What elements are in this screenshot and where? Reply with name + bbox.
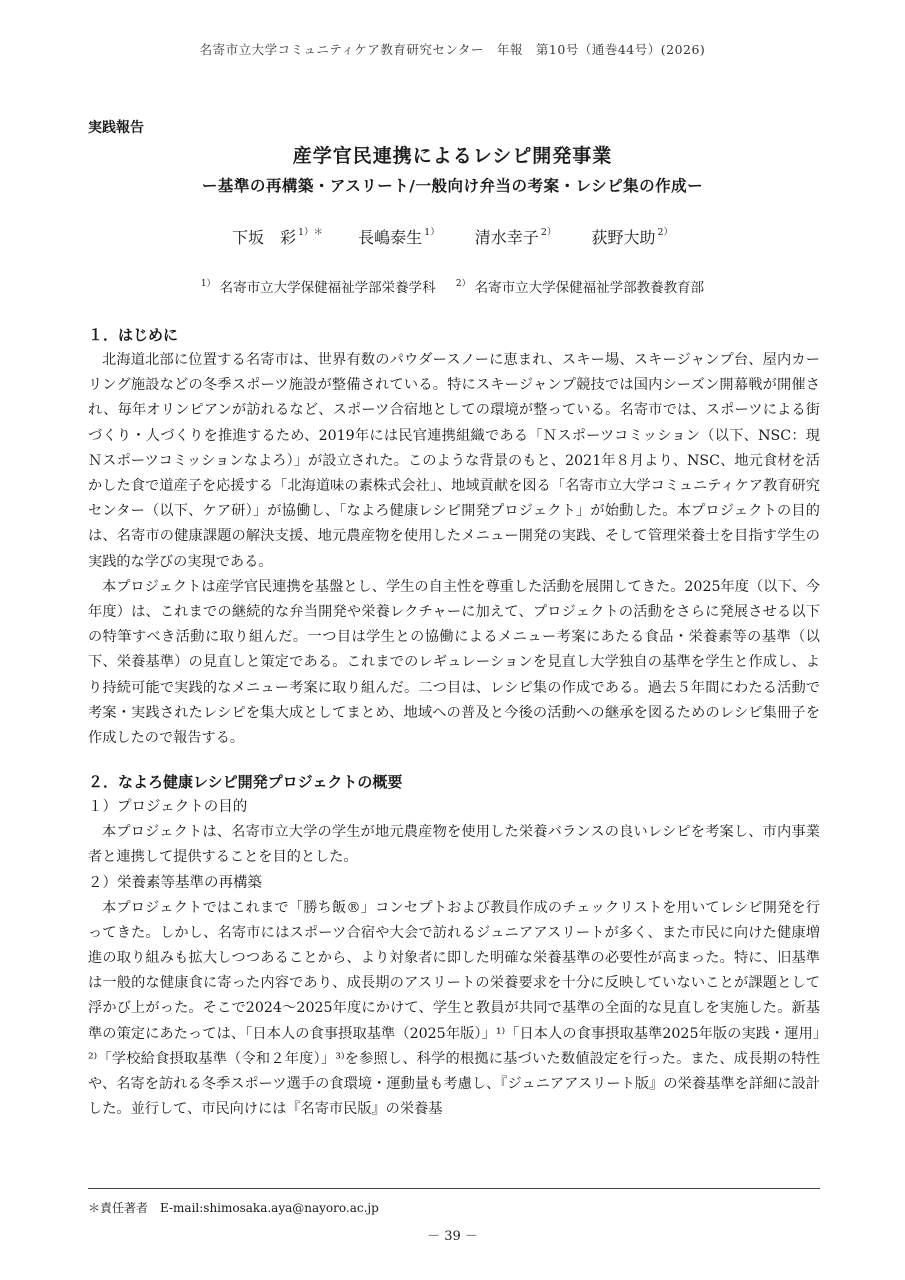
affiliation: $^{2)}$ 名寄市立大学保健福祉学部教養教育部 (455, 279, 705, 296)
corresponding-author-note: ＊責任著者 E-mail:shimosaka.aya@nayoro.ac.jp (88, 1201, 379, 1215)
author: 清水幸子 $^{2)}$ (474, 227, 557, 247)
author-list (0, 224, 905, 248)
author: 荻野大助 $^{2)}$ (591, 227, 674, 247)
page-number: － 39 － (427, 1229, 478, 1244)
footnote-divider (88, 1188, 820, 1189)
paragraph: 本プロジェクトは、名寄市立大学の学生が地元農産物を使用した栄養バランスの良いレシピを考案し、市内事業者と連携して提供することを目的とした。 (88, 824, 820, 866)
affiliation-list (0, 276, 905, 296)
subsection-heading-standards: ２）栄養素等基準の再構築 (88, 874, 262, 891)
author: 下坂 彩 $^{1)*}$ (231, 227, 324, 247)
paragraph: 北海道北部に位置する名寄市は、世界有数のパウダースノーに恵まれ、スキー場、スキージャンプ台、屋内カーリング施設などの冬季スポーツ施設が整備されている。特にスキージャンプ競技では国内シーズン開幕戦が開催され、毎年オリンピアンが訪れるなど、スポーツ合宿地としての環境が整っている。名寄市では、スポーツによる街づくり・人づくりを推進するため、2019年には民官連携組織である「Ｎスポーツコミッション（以下、NSC：現Ｎスポーツコミッションなよろ）」が設立された。このような背景のもと、2021年８月より、NSC、地元食材を活かした食で道産子を応援する「北海道味の素株式会社」、地域貢献を図る「名寄市立大学コミュニティケア教育研究センター（以下、ケア研）」が協働し、「なよろ健康レシピ開発プロジェクト」が始動した。本プロジェクトの目的は、名寄市の健康課題の解決支援、地元農産物を使用したメニュー開発の実践、そして管理栄養士を目指す学生の実践的な学びの実現である。 (88, 352, 820, 570)
affiliation: $^{1)}$ 名寄市立大学保健福祉学部栄養学科 (200, 279, 436, 296)
section-heading-introduction: １．はじめに (88, 326, 179, 344)
article-title: 産学官民連携によるレシピ開発事業 (292, 145, 613, 167)
subsection-heading-purpose: １）プロジェクトの目的 (88, 799, 248, 816)
article-body (88, 322, 820, 1122)
paragraph: 本プロジェクトは産学官民連携を基盤とし、学生の自主性を尊重した活動を展開してきた。2025年度（以下、今年度）は、これまでの継続的な弁当開発や栄養レクチャーに加えて、プロジェクトの活動をさらに発展させる以下の特筆すべき活動に取り組んだ。一つ目は学生との協働によるメニュー考案にあたる食品・栄養素等の基準（以下、栄養基準）の見直しと策定である。これまでのレギュレーションを見直し大学独自の基準を学生と作成し、より持続可能で実践的なメニュー考案に取り組んだ。二つ目は、レシピ集の作成である。過去５年間にわたる活動で考案・実践されたレシピを集大成としてまとめ、地域への普及と今後の活動への継承を図るためのレシピ集冊子を作成したので報告する。 (88, 578, 820, 747)
article-subtitle: ー基準の再構築・アスリート/一般向け弁当の考案・レシピ集の作成ー (201, 177, 704, 195)
paragraph: 本プロジェクトではこれまで「勝ち飯®」コンセプトおよび教員作成のチェックリストを用いてレシピ開発を行ってきた。しかし、名寄市にはスポーツ合宿や大会で訪れるジュニアアスリートが多く、また市民に向けた健康増進の取り組みも拡大しつつあることから、より対象者に即した明確な栄養基準の必要性が高まった。特に、旧基準は一般的な健康食に寄った内容であり、成長期のアスリートの栄養要求を十分に反映していないことが課題として浮かび上がった。そこで2024〜2025年度にかけて、学生と教員が共同で基準の全面的な見直しを実施した。新基準の策定にあたっては、「日本人の食事摂取基準（2025年版）」¹⁾「日本人の食事摂取基準2025年版の実践・運用」²⁾「学校給食摂取基準（令和２年度）」³⁾を参照し、科学的根拠に基づいた数値設定を行った。また、成長期の特性や、名寄を訪れる冬季スポーツ選手の食環境・運動量も考慮し、『ジュニアアスリート版』の栄養基準を詳細に設計した。並行して、市民向けには『名寄市民版』の栄養基 (88, 899, 820, 1118)
author: 長嶋泰生 $^{1)}$ (358, 227, 440, 247)
article-category: 実践報告 (88, 120, 144, 136)
running-header: 名寄市立大学コミュニティケア教育研究センター 年報 第10号（通巻44号）(2026) (199, 42, 706, 57)
section-heading-overview: ２．なよろ健康レシピ開発プロジェクトの概要 (88, 773, 403, 792)
